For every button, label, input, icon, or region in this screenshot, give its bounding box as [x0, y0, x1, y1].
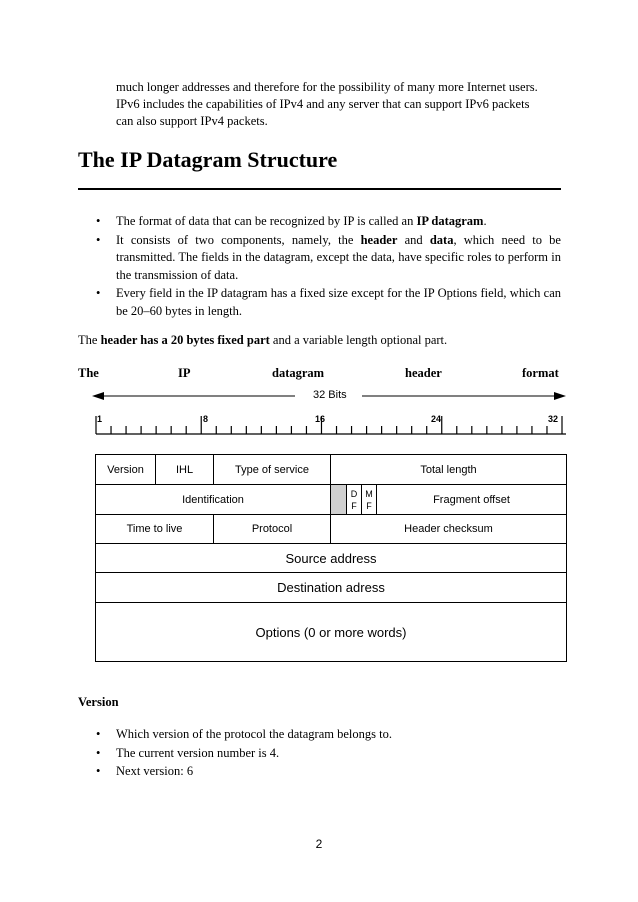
bits-label: 32 Bits [313, 389, 347, 401]
mf-letter-m: M [365, 488, 373, 499]
format-word-5: format [522, 366, 559, 380]
format-word-1: The [78, 366, 99, 380]
intro-bullet-list [96, 213, 561, 321]
field-protocol: Protocol [214, 515, 331, 544]
field-version: Version [96, 455, 156, 485]
list-item: • The current version number is 4. [96, 745, 280, 760]
df-letter-f: F [351, 500, 357, 511]
field-time-to-live: Time to live [96, 515, 214, 544]
field-options: Options (0 or more words) [96, 603, 567, 662]
page-number: 2 [315, 837, 323, 851]
tick-label-1: 1 [97, 414, 103, 424]
field-source-address: Source address [96, 544, 567, 573]
format-word-2: IP [178, 366, 191, 380]
field-reserved-bit [331, 485, 347, 515]
header-description: The header has a 20 bytes fixed part and a variable length optional part. [78, 333, 448, 347]
list-item: • It consists of two components, namely, the header and data, which need to be transmitted. The fields in the datagram, except the data, have specific roles to perform in the transmission of data. [96, 232, 561, 282]
version-title: Version [78, 695, 119, 709]
intro-line-1: much longer addresses and therefore for the possibility of many more Internet users. [116, 80, 538, 94]
list-item: • Next version: 6 [96, 764, 194, 778]
field-total-length: Total length [331, 455, 567, 485]
field-ihl: IHL [156, 455, 214, 485]
tick-label-8: 8 [203, 414, 209, 424]
field-type-of-service: Type of service [214, 455, 331, 485]
list-item: • Every field in the IP datagram has a fixed size except for the IP Options field, which can be 20–60 bytes in length. [96, 286, 561, 318]
intro-line-3: can also support IPv4 packets. [116, 114, 268, 128]
tick-label-32: 32 [548, 414, 559, 424]
field-fragment-offset: Fragment offset [377, 485, 567, 515]
intro-line-2: IPv6 includes the capabilities of IPv4 and any server that can support IPv6 packets [116, 97, 530, 111]
format-word-4: header [405, 366, 442, 380]
ip-header-table [95, 454, 567, 662]
format-word-3: datagram [272, 366, 325, 380]
tick-label-24: 24 [431, 414, 442, 424]
field-header-checksum: Header checksum [331, 515, 567, 544]
tick-label-16: 16 [315, 414, 326, 424]
section-heading: The IP Datagram Structure [78, 147, 338, 172]
list-item: • Which version of the protocol the datagram belongs to. [96, 727, 392, 741]
df-letter-d: D [350, 488, 358, 499]
field-identification: Identification [96, 485, 331, 515]
version-bullet-list [96, 726, 561, 782]
heading-rule [78, 188, 561, 190]
field-destination-address: Destination adress [96, 573, 567, 603]
list-item: • The format of data that can be recognized by IP is called an IP datagram. [96, 214, 487, 228]
field-df [347, 485, 362, 515]
field-mf [362, 485, 377, 515]
mf-letter-f: F [366, 500, 372, 511]
